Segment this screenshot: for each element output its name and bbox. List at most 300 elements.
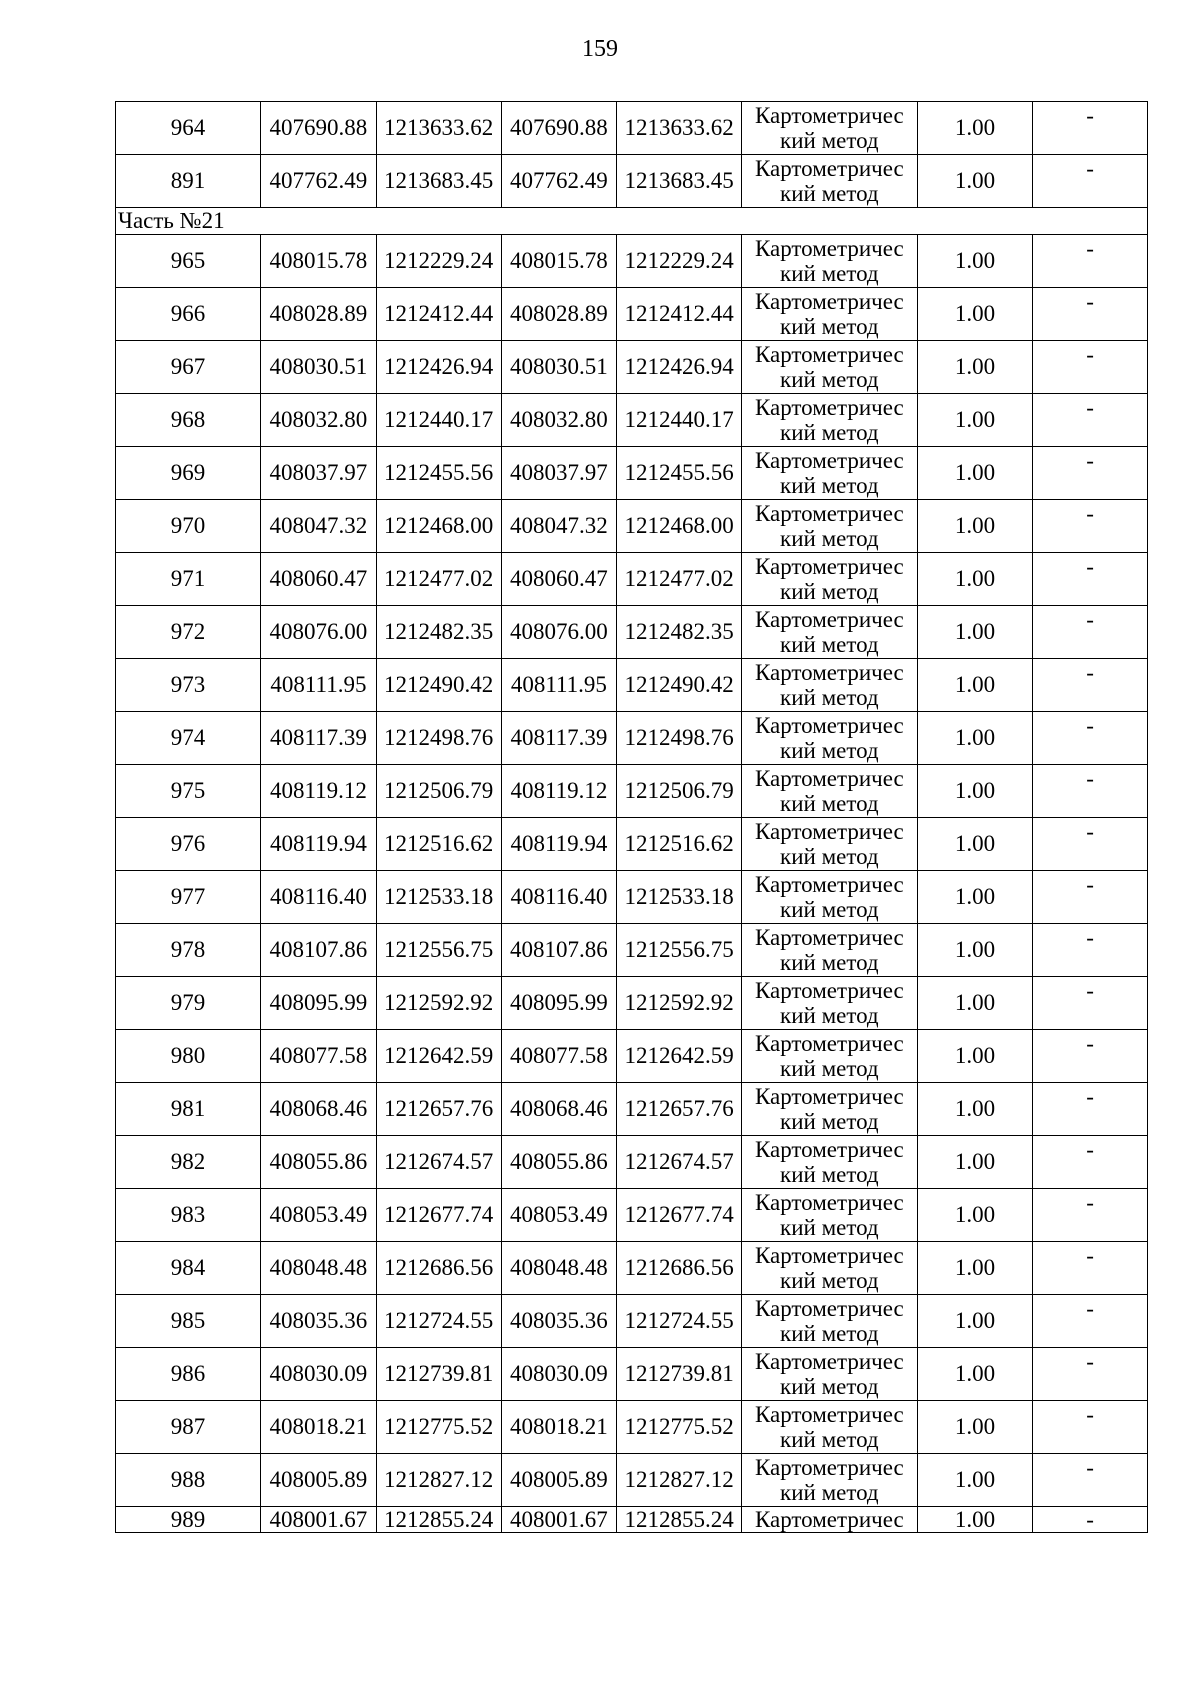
- note: -: [1033, 341, 1148, 394]
- table-row: [116, 818, 1148, 871]
- table-row: [116, 447, 1148, 500]
- method-line2: кий метод: [780, 579, 879, 604]
- y-old: 1212516.62: [376, 818, 501, 871]
- note: -: [1033, 553, 1148, 606]
- method-line1: Картометричес: [754, 395, 904, 420]
- x-old: 408047.32: [261, 500, 377, 553]
- y-new: 1212506.79: [617, 765, 742, 818]
- note: -: [1033, 606, 1148, 659]
- x-new: 408018.21: [501, 1401, 617, 1454]
- y-old: 1212724.55: [376, 1295, 501, 1348]
- y-old: 1212482.35: [376, 606, 501, 659]
- note: -: [1033, 1401, 1148, 1454]
- method-cell: [742, 712, 918, 765]
- method-cell: [742, 235, 918, 288]
- x-new: 408111.95: [501, 659, 617, 712]
- x-new: 408116.40: [501, 871, 617, 924]
- point-id: 983: [116, 1189, 261, 1242]
- table-row: [116, 1136, 1148, 1189]
- method-line2: кий метод: [780, 632, 879, 657]
- method-line1: Картометричес: [754, 1031, 904, 1056]
- method-cell: [742, 924, 918, 977]
- method-cell: [742, 1401, 918, 1454]
- method-line1: Картометричес: [754, 1506, 904, 1532]
- point-id: 968: [116, 394, 261, 447]
- note: -: [1033, 765, 1148, 818]
- accuracy: 1.00: [917, 500, 1033, 553]
- page-number: 159: [582, 36, 618, 62]
- x-new: 407762.49: [501, 155, 617, 208]
- method-line2: кий метод: [780, 1268, 879, 1293]
- method-line2: кий метод: [780, 261, 879, 286]
- x-old: 408119.94: [261, 818, 377, 871]
- method-line2: кий метод: [780, 738, 879, 763]
- table-row: [116, 553, 1148, 606]
- method-cell: [742, 977, 918, 1030]
- accuracy: 1.00: [917, 871, 1033, 924]
- accuracy: 1.00: [917, 659, 1033, 712]
- point-id: 972: [116, 606, 261, 659]
- y-old: 1212477.02: [376, 553, 501, 606]
- y-old: 1212739.81: [376, 1348, 501, 1401]
- method-line2: кий метод: [780, 1215, 879, 1240]
- y-old: 1212827.12: [376, 1454, 501, 1507]
- method-line1: Картометричес: [754, 819, 904, 844]
- x-new: 408015.78: [501, 235, 617, 288]
- accuracy: 1.00: [917, 1030, 1033, 1083]
- y-new: 1212426.94: [617, 341, 742, 394]
- accuracy: 1.00: [917, 977, 1033, 1030]
- x-old: 408107.86: [261, 924, 377, 977]
- y-new: 1212455.56: [617, 447, 742, 500]
- note: -: [1033, 1030, 1148, 1083]
- method-line1: Картометричес: [754, 1349, 904, 1374]
- point-id: 964: [116, 102, 261, 155]
- note: -: [1033, 288, 1148, 341]
- section-row: [116, 208, 1148, 235]
- x-new: 408107.86: [501, 924, 617, 977]
- method-cell: [742, 1507, 918, 1533]
- method-cell: [742, 1454, 918, 1507]
- accuracy: 1.00: [917, 818, 1033, 871]
- point-id: 969: [116, 447, 261, 500]
- x-new: 408053.49: [501, 1189, 617, 1242]
- x-new: 408005.89: [501, 1454, 617, 1507]
- table-row: [116, 1401, 1148, 1454]
- method-line1: Картометричес: [754, 660, 904, 685]
- note: -: [1033, 500, 1148, 553]
- note: -: [1033, 712, 1148, 765]
- method-cell: [742, 102, 918, 155]
- point-id: 970: [116, 500, 261, 553]
- x-new: 408030.09: [501, 1348, 617, 1401]
- method-cell: [742, 871, 918, 924]
- note: -: [1033, 1295, 1148, 1348]
- method-line2: кий метод: [780, 1003, 879, 1028]
- method-line2: кий метод: [780, 1056, 879, 1081]
- y-new: 1212775.52: [617, 1401, 742, 1454]
- x-new: 408048.48: [501, 1242, 617, 1295]
- x-new: 408077.58: [501, 1030, 617, 1083]
- accuracy: 1.00: [917, 288, 1033, 341]
- x-old: 408053.49: [261, 1189, 377, 1242]
- y-old: 1212775.52: [376, 1401, 501, 1454]
- table-row: [116, 871, 1148, 924]
- method-line1: Картометричес: [754, 1296, 904, 1321]
- accuracy: 1.00: [917, 1507, 1033, 1533]
- accuracy: 1.00: [917, 235, 1033, 288]
- note: -: [1033, 235, 1148, 288]
- x-new: 408055.86: [501, 1136, 617, 1189]
- table-body: [116, 102, 1148, 1533]
- accuracy: 1.00: [917, 765, 1033, 818]
- table-row: [116, 1507, 1148, 1533]
- x-new: 408028.89: [501, 288, 617, 341]
- accuracy: 1.00: [917, 1189, 1033, 1242]
- note: -: [1033, 447, 1148, 500]
- x-new: 407690.88: [501, 102, 617, 155]
- table-row: [116, 924, 1148, 977]
- y-new: 1212412.44: [617, 288, 742, 341]
- method-line1: Картометричес: [754, 1455, 904, 1480]
- method-cell: [742, 1189, 918, 1242]
- y-new: 1212468.00: [617, 500, 742, 553]
- x-old: 408032.80: [261, 394, 377, 447]
- method-line2: кий метод: [780, 526, 879, 551]
- accuracy: 1.00: [917, 1083, 1033, 1136]
- y-old: 1212592.92: [376, 977, 501, 1030]
- note: -: [1033, 977, 1148, 1030]
- accuracy: 1.00: [917, 712, 1033, 765]
- point-id: 891: [116, 155, 261, 208]
- x-new: 408037.97: [501, 447, 617, 500]
- method-line1: Картометричес: [754, 1137, 904, 1162]
- note: -: [1033, 659, 1148, 712]
- method-line2: кий метод: [780, 1374, 879, 1399]
- section-label: Часть №21: [116, 208, 1148, 235]
- x-old: 408076.00: [261, 606, 377, 659]
- accuracy: 1.00: [917, 1136, 1033, 1189]
- note: -: [1033, 924, 1148, 977]
- y-new: 1212516.62: [617, 818, 742, 871]
- method-line1: Картометричес: [754, 1084, 904, 1109]
- point-id: 966: [116, 288, 261, 341]
- method-cell: [742, 1348, 918, 1401]
- x-old: 408060.47: [261, 553, 377, 606]
- point-id: 986: [116, 1348, 261, 1401]
- y-new: 1213683.45: [617, 155, 742, 208]
- method-line2: кий метод: [780, 950, 879, 975]
- method-line2: кий метод: [780, 897, 879, 922]
- accuracy: 1.00: [917, 341, 1033, 394]
- method-line2: кий метод: [780, 181, 879, 206]
- note: -: [1033, 1242, 1148, 1295]
- point-id: 967: [116, 341, 261, 394]
- accuracy: 1.00: [917, 1348, 1033, 1401]
- table-row: [116, 712, 1148, 765]
- x-old: 408048.48: [261, 1242, 377, 1295]
- y-old: 1212455.56: [376, 447, 501, 500]
- method-line2: кий метод: [780, 1109, 879, 1134]
- note: -: [1033, 1348, 1148, 1401]
- method-line1: Картометричес: [754, 156, 904, 181]
- x-new: 408119.94: [501, 818, 617, 871]
- y-old: 1212490.42: [376, 659, 501, 712]
- x-new: 408047.32: [501, 500, 617, 553]
- accuracy: 1.00: [917, 606, 1033, 659]
- y-new: 1212686.56: [617, 1242, 742, 1295]
- note: -: [1033, 1454, 1148, 1507]
- note: -: [1033, 818, 1148, 871]
- note: -: [1033, 155, 1148, 208]
- table-row: [116, 1242, 1148, 1295]
- x-old: 408116.40: [261, 871, 377, 924]
- point-id: 982: [116, 1136, 261, 1189]
- method-cell: [742, 606, 918, 659]
- x-new: 408119.12: [501, 765, 617, 818]
- method-line2: кий метод: [780, 1321, 879, 1346]
- x-new: 408076.00: [501, 606, 617, 659]
- point-id: 985: [116, 1295, 261, 1348]
- point-id: 977: [116, 871, 261, 924]
- y-new: 1212490.42: [617, 659, 742, 712]
- y-new: 1212827.12: [617, 1454, 742, 1507]
- table-row: [116, 500, 1148, 553]
- y-old: 1212642.59: [376, 1030, 501, 1083]
- table-row: [116, 1295, 1148, 1348]
- method-line1: Картометричес: [754, 925, 904, 950]
- accuracy: 1.00: [917, 1242, 1033, 1295]
- note: -: [1033, 871, 1148, 924]
- accuracy: 1.00: [917, 102, 1033, 155]
- method-cell: [742, 1136, 918, 1189]
- method-line2: кий метод: [780, 314, 879, 339]
- y-new: 1212592.92: [617, 977, 742, 1030]
- method-cell: [742, 500, 918, 553]
- y-new: 1213633.62: [617, 102, 742, 155]
- y-new: 1212657.76: [617, 1083, 742, 1136]
- method-cell: [742, 341, 918, 394]
- method-cell: [742, 394, 918, 447]
- point-id: 989: [116, 1507, 261, 1533]
- point-id: 978: [116, 924, 261, 977]
- note: -: [1033, 102, 1148, 155]
- method-line1: Картометричес: [754, 1243, 904, 1268]
- y-old: 1213633.62: [376, 102, 501, 155]
- x-new: 408035.36: [501, 1295, 617, 1348]
- table-row: [116, 606, 1148, 659]
- x-old: 408037.97: [261, 447, 377, 500]
- table-row: [116, 1454, 1148, 1507]
- accuracy: 1.00: [917, 553, 1033, 606]
- y-new: 1212724.55: [617, 1295, 742, 1348]
- method-line1: Картометричес: [754, 554, 904, 579]
- method-line1: Картометричес: [754, 236, 904, 261]
- table-row: [116, 659, 1148, 712]
- accuracy: 1.00: [917, 1454, 1033, 1507]
- table-row: [116, 765, 1148, 818]
- y-old: 1212440.17: [376, 394, 501, 447]
- table-row: [116, 102, 1148, 155]
- x-old: 408035.36: [261, 1295, 377, 1348]
- method-cell: [742, 1083, 918, 1136]
- x-old: 408055.86: [261, 1136, 377, 1189]
- x-old: 408030.51: [261, 341, 377, 394]
- y-new: 1212674.57: [617, 1136, 742, 1189]
- method-cell: [742, 155, 918, 208]
- table-row: [116, 1189, 1148, 1242]
- y-old: 1212468.00: [376, 500, 501, 553]
- y-old: 1212412.44: [376, 288, 501, 341]
- x-new: 408032.80: [501, 394, 617, 447]
- method-cell: [742, 1242, 918, 1295]
- y-old: 1212498.76: [376, 712, 501, 765]
- method-line2: кий метод: [780, 473, 879, 498]
- y-old: 1212677.74: [376, 1189, 501, 1242]
- method-line1: Картометричес: [754, 501, 904, 526]
- y-old: 1212229.24: [376, 235, 501, 288]
- y-new: 1212642.59: [617, 1030, 742, 1083]
- y-old: 1213683.45: [376, 155, 501, 208]
- point-id: 975: [116, 765, 261, 818]
- method-line1: Картометричес: [754, 978, 904, 1003]
- y-old: 1212674.57: [376, 1136, 501, 1189]
- point-id: 974: [116, 712, 261, 765]
- table-row: [116, 1083, 1148, 1136]
- y-new: 1212556.75: [617, 924, 742, 977]
- method-line2: кий метод: [780, 1162, 879, 1187]
- note: -: [1033, 1507, 1148, 1533]
- y-new: 1212498.76: [617, 712, 742, 765]
- method-line2: кий метод: [780, 844, 879, 869]
- x-new: 408030.51: [501, 341, 617, 394]
- accuracy: 1.00: [917, 155, 1033, 208]
- note: -: [1033, 1083, 1148, 1136]
- x-old: 408001.67: [261, 1507, 377, 1533]
- accuracy: 1.00: [917, 924, 1033, 977]
- method-cell: [742, 288, 918, 341]
- coordinates-table: [115, 101, 1148, 1533]
- x-new: 408068.46: [501, 1083, 617, 1136]
- table-row: [116, 977, 1148, 1030]
- x-old: 408015.78: [261, 235, 377, 288]
- point-id: 984: [116, 1242, 261, 1295]
- y-new: 1212482.35: [617, 606, 742, 659]
- x-old: 408018.21: [261, 1401, 377, 1454]
- x-new: 408095.99: [501, 977, 617, 1030]
- method-line2: кий метод: [780, 420, 879, 445]
- x-old: 407690.88: [261, 102, 377, 155]
- point-id: 979: [116, 977, 261, 1030]
- point-id: 980: [116, 1030, 261, 1083]
- method-cell: [742, 1030, 918, 1083]
- x-old: 408111.95: [261, 659, 377, 712]
- method-line2: кий метод: [780, 685, 879, 710]
- method-cell: [742, 659, 918, 712]
- x-old: 408095.99: [261, 977, 377, 1030]
- point-id: 973: [116, 659, 261, 712]
- accuracy: 1.00: [917, 447, 1033, 500]
- method-line2: кий метод: [780, 1480, 879, 1505]
- y-old: 1212657.76: [376, 1083, 501, 1136]
- y-new: 1212477.02: [617, 553, 742, 606]
- method-cell: [742, 447, 918, 500]
- x-old: 407762.49: [261, 155, 377, 208]
- method-line1: Картометричес: [754, 103, 904, 128]
- method-line2: кий метод: [780, 128, 879, 153]
- method-line1: Картометричес: [754, 1402, 904, 1427]
- method-line2: кий метод: [780, 1427, 879, 1452]
- y-old: 1212533.18: [376, 871, 501, 924]
- y-old: 1212855.24: [376, 1507, 501, 1533]
- x-new: 408117.39: [501, 712, 617, 765]
- x-old: 408030.09: [261, 1348, 377, 1401]
- x-old: 408119.12: [261, 765, 377, 818]
- accuracy: 1.00: [917, 1295, 1033, 1348]
- y-old: 1212686.56: [376, 1242, 501, 1295]
- x-new: 408060.47: [501, 553, 617, 606]
- accuracy: 1.00: [917, 1401, 1033, 1454]
- table-row: [116, 235, 1148, 288]
- table-row: [116, 1030, 1148, 1083]
- table-row: [116, 155, 1148, 208]
- x-old: 408068.46: [261, 1083, 377, 1136]
- method-line1: Картометричес: [754, 713, 904, 738]
- method-line1: Картометричес: [754, 1190, 904, 1215]
- method-line1: Картометричес: [754, 872, 904, 897]
- x-old: 408077.58: [261, 1030, 377, 1083]
- x-old: 408028.89: [261, 288, 377, 341]
- y-new: 1212677.74: [617, 1189, 742, 1242]
- y-new: 1212229.24: [617, 235, 742, 288]
- point-id: 987: [116, 1401, 261, 1454]
- method-line1: Картометричес: [754, 607, 904, 632]
- x-new: 408001.67: [501, 1507, 617, 1533]
- y-new: 1212739.81: [617, 1348, 742, 1401]
- method-line2: кий метод: [780, 791, 879, 816]
- table-row: [116, 288, 1148, 341]
- method-line1: Картометричес: [754, 342, 904, 367]
- point-id: 965: [116, 235, 261, 288]
- y-new: 1212533.18: [617, 871, 742, 924]
- table-row: [116, 341, 1148, 394]
- method-line1: Картометричес: [754, 448, 904, 473]
- method-cell: [742, 818, 918, 871]
- point-id: 988: [116, 1454, 261, 1507]
- y-old: 1212506.79: [376, 765, 501, 818]
- y-old: 1212556.75: [376, 924, 501, 977]
- point-id: 976: [116, 818, 261, 871]
- y-new: 1212440.17: [617, 394, 742, 447]
- table-row: [116, 394, 1148, 447]
- method-line1: Картометричес: [754, 289, 904, 314]
- method-cell: [742, 553, 918, 606]
- note: -: [1033, 1136, 1148, 1189]
- x-old: 408117.39: [261, 712, 377, 765]
- y-new: 1212855.24: [617, 1507, 742, 1533]
- point-id: 971: [116, 553, 261, 606]
- note: -: [1033, 394, 1148, 447]
- x-old: 408005.89: [261, 1454, 377, 1507]
- point-id: 981: [116, 1083, 261, 1136]
- method-line2: кий метод: [780, 367, 879, 392]
- y-old: 1212426.94: [376, 341, 501, 394]
- method-line1: Картометричес: [754, 766, 904, 791]
- method-cell: [742, 1295, 918, 1348]
- method-cell: [742, 765, 918, 818]
- table-row: [116, 1348, 1148, 1401]
- note: -: [1033, 1189, 1148, 1242]
